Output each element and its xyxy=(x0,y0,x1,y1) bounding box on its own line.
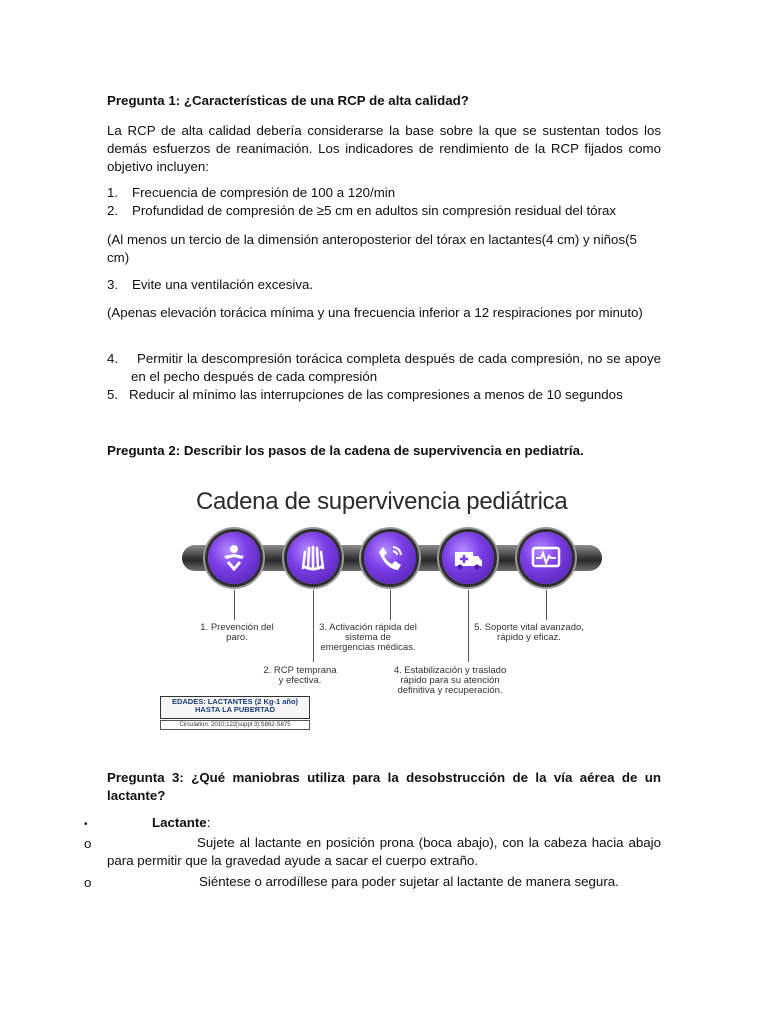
connector-line xyxy=(234,590,235,620)
question-3-title: Pregunta 3: ¿Qué maniobras utiliza para la desobstrucción de la vía aérea de un lactante? xyxy=(107,770,661,803)
list-text: Evite una ventilación excesiva. xyxy=(132,277,314,292)
phone-icon xyxy=(364,532,416,584)
figure-title: Cadena de supervivencia pediátrica xyxy=(196,488,568,515)
step-1-label: 1. Prevención del paro. xyxy=(200,622,274,643)
question-2-title: Pregunta 2: Describir los pasos de la cadena de supervivencia en pediatría. xyxy=(107,443,584,458)
list-number: 3. xyxy=(107,277,119,292)
connector-line xyxy=(546,590,547,620)
list-text: Frecuencia de compresión de 100 a 120/min xyxy=(132,185,396,200)
sub-bullet-icon: o xyxy=(84,836,92,851)
connector-line xyxy=(313,590,314,662)
heading-colon: : xyxy=(206,815,211,830)
question-1-intro: La RCP de alta calidad debería considerarse la base sobre la que se sustentan todos los demás esfuerzos de reanimación. Los indicadores de rendimiento de la RCP fijados como objetivo incluyen: xyxy=(107,123,661,174)
ambulance-icon xyxy=(442,532,494,584)
monitor-icon xyxy=(520,532,572,584)
ages-box: EDADES: LACTANTES (2 Kg-1 año) HASTA LA PUBERTAD xyxy=(160,696,310,719)
list-text: Permitir la descompresión torácica completa después de cada compresión, no se apoye en el pecho después de cada compresión xyxy=(131,351,661,384)
maneuver-point: Siéntese o arrodíllese para poder sujetar al lactante de manera segura. xyxy=(199,874,619,889)
step-4-label: 4. Estabilización y traslado rápido para su atención definitiva y recuperación. xyxy=(393,665,507,696)
maneuver-point: Sujete al lactante en posición prona (boca abajo), con la cabeza hacia abajo para permitir que la gravedad ayude a sacar el cuerpo extraño. xyxy=(107,835,661,868)
list-number: 1. xyxy=(107,185,119,200)
note-paragraph: (Al menos un tercio de la dimensión anteroposterior del tórax en lactantes(4 cm) y niños(5 cm) xyxy=(107,232,637,265)
bullet-icon: • xyxy=(84,819,88,830)
list-number: 5. xyxy=(107,387,119,402)
survival-chain-figure xyxy=(152,480,602,730)
list-number: 2. xyxy=(107,203,119,218)
list-text: Reducir al mínimo las interrupciones de las compresiones a menos de 10 segundos xyxy=(129,387,623,402)
step-5-label: 5. Soporte vital avanzado, rápido y eficaz. xyxy=(474,622,584,643)
lactante-heading xyxy=(152,814,210,832)
note-paragraph: (Apenas elevación torácica mínima y una frecuencia inferior a 12 respiraciones por minuto) xyxy=(107,305,643,320)
list-number: 4. xyxy=(107,351,119,366)
sub-bullet-icon: o xyxy=(84,875,92,890)
citation-box: Circulation. 2010;122[suppl 3]:S862-S875 xyxy=(160,720,310,730)
question-1-title: Pregunta 1: ¿Características de una RCP de alta calidad? xyxy=(107,93,469,108)
baby-cpr-icon xyxy=(208,532,260,584)
step-2-label: 2. RCP temprana y efectiva. xyxy=(263,665,337,686)
lactante-heading-text: Lactante xyxy=(152,815,207,830)
connector-line xyxy=(390,590,391,620)
list-text: Profundidad de compresión de ≥5 cm en adultos sin compresión residual del tórax xyxy=(132,203,617,218)
hands-icon xyxy=(287,532,339,584)
step-3-label: 3. Activación rápida del sistema de emergencias médicas. xyxy=(319,622,417,653)
